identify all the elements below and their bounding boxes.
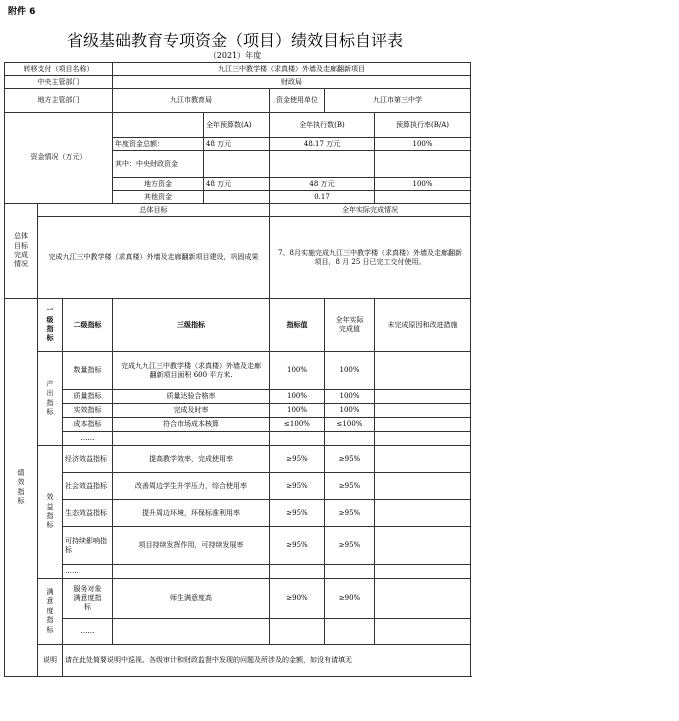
indicator-level2	[63, 579, 113, 619]
indicator-reason	[375, 473, 471, 500]
indicator-row	[5, 500, 471, 527]
goals-target-header: 总体目标	[38, 204, 270, 217]
indicator-row	[5, 352, 471, 390]
indicator-level3	[113, 352, 270, 390]
indicator-value: 100%	[270, 352, 325, 390]
central-dept-value: 财政局	[113, 76, 471, 89]
col-rate-header: 预算执行率(B/A)	[375, 113, 471, 138]
indicator-actual: 100%	[325, 390, 375, 404]
attachment-label: 附件 6	[8, 7, 36, 17]
self-evaluation-table	[4, 62, 471, 677]
indicator-level2-text: 服务对象满意度指标	[73, 585, 102, 611]
goals-header-row	[5, 204, 471, 217]
indicator-level3: 质量达验合格率	[113, 390, 270, 404]
indicator-level2: ……	[63, 565, 113, 579]
indicator-actual: ≥95%	[325, 527, 375, 565]
indicator-level3: 提升周边环境，环保标准利用率	[113, 500, 270, 527]
indicator-level2: 社会效益指标	[63, 473, 113, 500]
report-year: （2021）年度	[208, 51, 262, 60]
indicator-level2: ……	[63, 432, 113, 446]
level1-header	[38, 299, 63, 352]
funds-row-rate	[375, 191, 471, 204]
funds-row-budget: 48 万元	[204, 138, 270, 151]
indicator-level3	[113, 432, 270, 446]
level1-header-text: 一级指标	[46, 306, 54, 343]
funds-row-budget: 48 万元	[204, 178, 270, 191]
indicator-actual	[325, 432, 375, 446]
indicator-reason	[375, 404, 471, 418]
goals-actual-content: 7、8月实施完成九江三中教学楼（求真楼）外墙及走廊翻新项目，8 月 25 日已完工交付使用。	[278, 248, 462, 266]
funds-row-exec	[270, 151, 375, 178]
funds-row-exec: 0.17	[270, 191, 375, 204]
indicator-actual: ≥90%	[325, 579, 375, 619]
col-exec-header: 全年执行数(B)	[270, 113, 375, 138]
funds-row-label: 地方资金	[113, 178, 204, 191]
indicator-reason	[375, 432, 471, 446]
page-title: 省级基础教育专项资金（项目）绩效目标自评表	[66, 31, 403, 50]
indicator-row	[5, 527, 471, 565]
indicator-level3	[113, 619, 270, 645]
indicator-level2: 经济效益指标	[63, 446, 113, 473]
central-dept-row	[5, 76, 471, 89]
indicator-row	[5, 473, 471, 500]
indicator-level2: 数量指标	[63, 352, 113, 390]
funds-blank-header	[113, 113, 204, 138]
indicator-level3: 完成及时率	[113, 404, 270, 418]
funds-row-rate	[375, 151, 471, 178]
indicator-reason	[375, 527, 471, 565]
indicator-row	[5, 579, 471, 619]
level3-header: 三级指标	[113, 299, 270, 352]
fund-unit-label: 资金使用单位	[270, 89, 325, 113]
goals-section-text: 总体目标完成情况	[14, 232, 28, 269]
funds-row-exec: 48.17 万元	[270, 138, 375, 151]
indicator-level3	[113, 565, 270, 579]
indicator-reason	[375, 390, 471, 404]
indicator-level2: 质量指标	[63, 390, 113, 404]
indicator-reason	[375, 619, 471, 645]
indicator-value: ≥95%	[270, 473, 325, 500]
funds-row-label: 其中：中央财政资金	[113, 151, 204, 178]
indicator-level3: 符合市场成本核算	[113, 418, 270, 432]
indicator-actual: 100%	[325, 404, 375, 418]
indicator-row	[5, 565, 471, 579]
indicator-level3: 项目持续发挥作用，可持续发展率	[113, 527, 270, 565]
benefit-group-label	[38, 446, 63, 579]
indicator-actual: ≥95%	[325, 473, 375, 500]
central-dept-label: 中央主管部门	[5, 76, 113, 89]
indicator-reason	[375, 579, 471, 619]
output-group-label	[38, 352, 63, 446]
goals-target-content: 完成九江三中教学楼（求真楼）外墙及走廊翻新项目建设，巩固成果	[48, 253, 259, 262]
indicator-value: 100%	[270, 390, 325, 404]
funds-row-label: 年度资金总额：	[113, 138, 204, 151]
project-name-row	[5, 63, 471, 76]
value-header: 指标值	[270, 299, 325, 352]
indicator-level3: 师生满意度高	[113, 579, 270, 619]
project-name-value: 九江三中教学楼（求真楼）外墙及走廊翻新项目	[113, 63, 471, 76]
indicator-value	[270, 565, 325, 579]
satisfaction-group-text: 满意度指标	[46, 587, 54, 634]
funds-row-exec: 48 万元	[270, 178, 375, 191]
project-name-label: 转移支付（项目名称）	[5, 63, 113, 76]
note-text: 请在此处简要说明中巡视、各级审计和财政监督中发现的问题及所涉及的金额，如没有请填无	[63, 645, 471, 677]
level2-header: 二级指标	[63, 299, 113, 352]
local-dept-value: 九江市教育局	[113, 89, 270, 113]
funds-row-rate: 100%	[375, 138, 471, 151]
local-dept-row	[5, 89, 471, 113]
benefit-group-text: 效益指标	[46, 493, 54, 530]
col-budget-header: 全年预算数(A)	[204, 113, 270, 138]
indicator-reason	[375, 352, 471, 390]
satisfaction-group-label	[38, 579, 63, 645]
indicator-row	[5, 404, 471, 418]
fund-unit-value: 九江市第三中学	[325, 89, 471, 113]
indicator-row	[5, 446, 471, 473]
indicator-value: ≤100%	[270, 418, 325, 432]
indicators-section-text: 绩效指标	[17, 468, 25, 505]
note-label: 说明	[38, 645, 63, 677]
funds-section-label	[5, 113, 113, 204]
indicator-level2: 生态效益指标	[63, 500, 113, 527]
indicator-level2: 可持续影响指标	[63, 527, 113, 565]
indicator-value: ≥95%	[270, 527, 325, 565]
funds-row-budget	[204, 151, 270, 178]
indicator-value: ≥95%	[270, 500, 325, 527]
reason-header: 未完成原因和改进措施	[375, 299, 471, 352]
indicator-value: 100%	[270, 404, 325, 418]
actual-header	[325, 299, 375, 352]
funds-row-label: 其他资金	[113, 191, 204, 204]
indicator-row	[5, 619, 471, 645]
indicators-header-row	[5, 299, 471, 352]
goals-body-row	[5, 217, 471, 299]
indicator-level2: 成本指标	[63, 418, 113, 432]
indicator-actual: ≥95%	[325, 500, 375, 527]
indicator-value: ≥95%	[270, 446, 325, 473]
indicator-value	[270, 432, 325, 446]
indicator-reason	[375, 565, 471, 579]
goals-actual-header: 全年实际完成情况	[270, 204, 471, 217]
indicator-row	[5, 418, 471, 432]
funds-header-row	[5, 113, 471, 138]
indicator-level3: 改善周边学生升学压力，综合使用率	[113, 473, 270, 500]
indicator-actual: ≤100%	[325, 418, 375, 432]
indicator-level3-text: 完成九九江三中教学楼（求真楼）外墙及走廊翻新项目面积 600 平方米.	[121, 361, 261, 379]
indicator-actual	[325, 619, 375, 645]
indicator-actual: 100%	[325, 352, 375, 390]
indicator-level2: ……	[63, 619, 113, 645]
indicator-row	[5, 390, 471, 404]
indicator-level3: 提高教学效率，完成使用率	[113, 446, 270, 473]
indicator-level2: 实效指标	[63, 404, 113, 418]
output-group-text: 产出指标	[46, 379, 54, 416]
funds-section-text: 资金情况（万元）	[30, 153, 87, 162]
indicator-reason	[375, 446, 471, 473]
indicator-value	[270, 619, 325, 645]
actual-header-text: 全年实际完成值	[335, 316, 364, 333]
funds-row-rate: 100%	[375, 178, 471, 191]
indicator-value: ≥90%	[270, 579, 325, 619]
indicator-actual	[325, 565, 375, 579]
funds-row-budget	[204, 191, 270, 204]
goals-actual-text	[270, 217, 471, 299]
indicator-row	[5, 432, 471, 446]
indicator-reason	[375, 500, 471, 527]
local-dept-label: 地方主管部门	[5, 89, 113, 113]
indicator-reason	[375, 418, 471, 432]
indicators-section-label	[5, 299, 38, 677]
goals-section-label	[5, 204, 38, 299]
indicator-actual: ≥95%	[325, 446, 375, 473]
note-row	[5, 645, 471, 677]
goals-target-text	[38, 217, 270, 299]
